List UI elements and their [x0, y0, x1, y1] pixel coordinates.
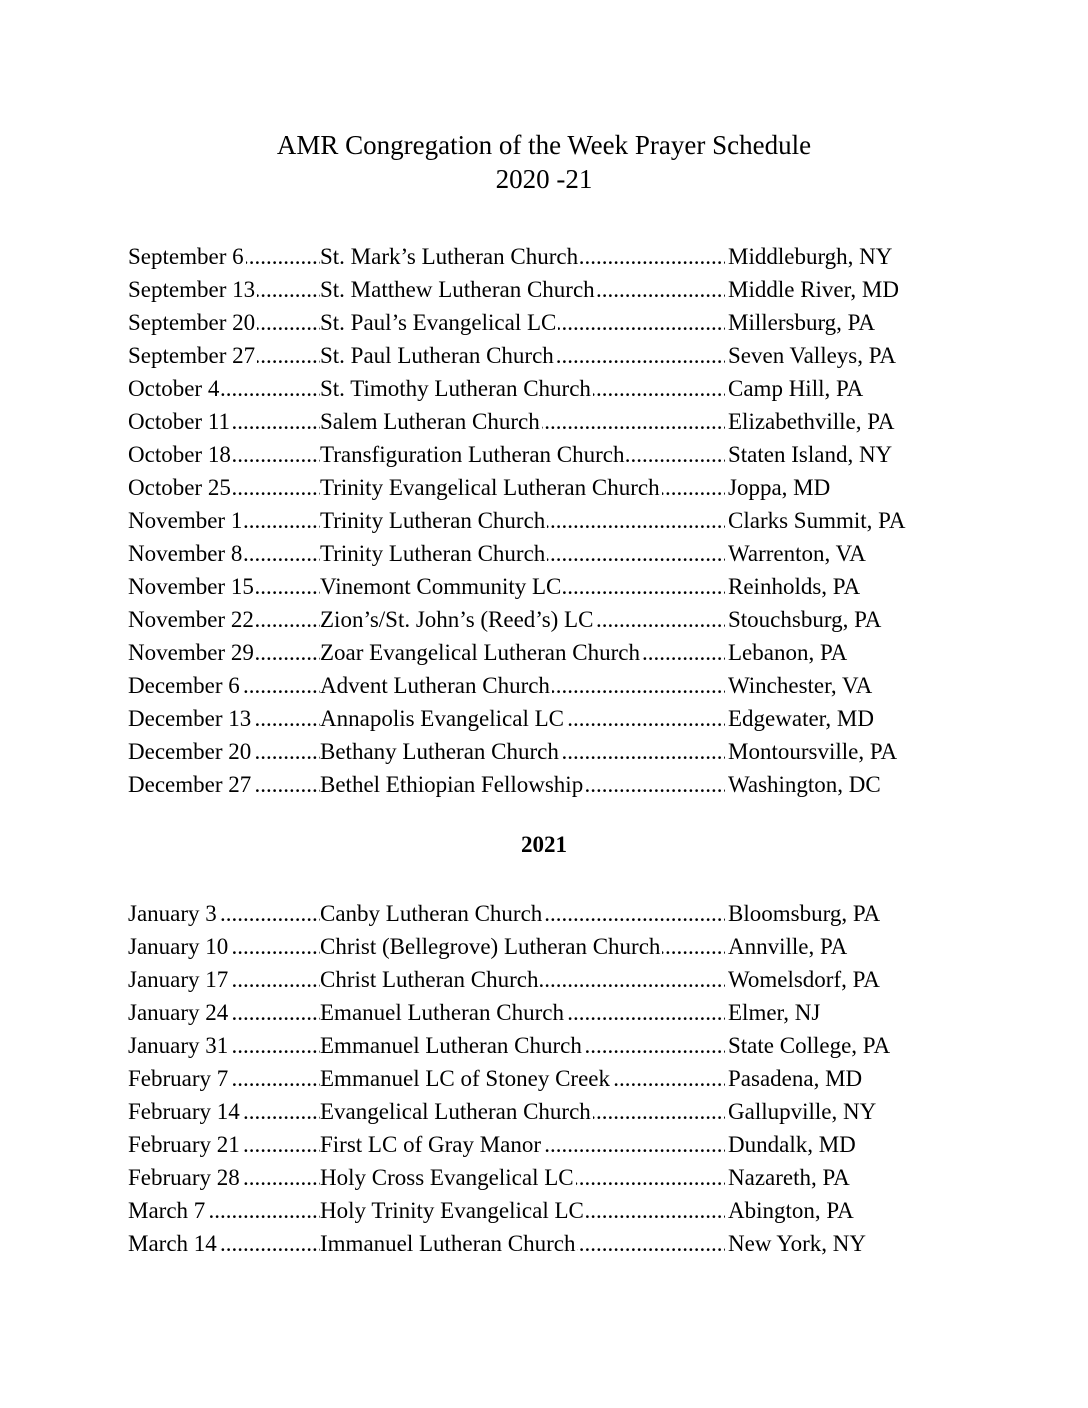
church-name: Salem Lutheran Church — [320, 409, 540, 434]
location-cell: Elmer, NJ — [728, 1000, 821, 1025]
church-cell — [320, 273, 725, 306]
church-name: Trinity Lutheran Church — [320, 508, 546, 533]
church-name: Bethany Lutheran Church — [320, 739, 559, 764]
schedule-row — [128, 372, 928, 405]
location-cell: Millersburg, PA — [728, 310, 875, 335]
location-cell: Montoursville, PA — [728, 739, 898, 764]
date-text: January 10 — [128, 934, 229, 959]
church-name: Emmanuel Lutheran Church — [320, 1033, 582, 1058]
church-name: Zion’s/St. John’s (Reed’s) LC — [320, 607, 594, 632]
church-cell — [320, 1029, 725, 1062]
location-cell: State College, PA — [728, 1033, 891, 1058]
location-cell: Joppa, MD — [728, 475, 831, 500]
church-cell — [320, 240, 725, 273]
schedule-row — [128, 504, 928, 537]
date-cell — [128, 636, 320, 669]
date-text: November 15 — [128, 574, 254, 599]
schedule-row — [128, 702, 928, 735]
church-cell — [320, 735, 725, 768]
date-text: January 24 — [128, 1000, 229, 1025]
church-name: St. Paul Lutheran Church — [320, 343, 554, 368]
date-text: February 28 — [128, 1165, 240, 1190]
church-name: Holy Cross Evangelical LC — [320, 1165, 574, 1190]
church-name: St. Paul’s Evangelical LC — [320, 310, 557, 335]
schedule-row — [128, 735, 928, 768]
date-cell — [128, 930, 320, 963]
date-text: February 21 — [128, 1132, 240, 1157]
church-name: Canby Lutheran Church — [320, 901, 543, 926]
date-text: November 22 — [128, 607, 254, 632]
church-cell — [320, 1161, 725, 1194]
church-name: Immanuel Lutheran Church — [320, 1231, 576, 1256]
date-cell — [128, 1194, 320, 1227]
schedule-row — [128, 1194, 928, 1227]
date-text: February 14 — [128, 1099, 240, 1124]
church-cell — [320, 1062, 725, 1095]
church-cell — [320, 1194, 725, 1227]
church-cell — [320, 471, 725, 504]
date-text: December 13 — [128, 706, 252, 731]
church-name: Vinemont Community LC — [320, 574, 562, 599]
date-text: October 11 — [128, 409, 230, 434]
schedule-row — [128, 438, 928, 471]
date-text: September 20 — [128, 310, 256, 335]
location-cell: Annville, PA — [728, 934, 848, 959]
church-name: Trinity Evangelical Lutheran Church — [320, 475, 660, 500]
location-cell: Staten Island, NY — [728, 442, 893, 467]
date-cell — [128, 372, 320, 405]
date-text: October 4 — [128, 376, 220, 401]
location-cell: Washington, DC — [728, 772, 881, 797]
church-cell — [320, 669, 725, 702]
date-cell — [128, 471, 320, 504]
date-cell — [128, 438, 320, 471]
date-cell — [128, 1161, 320, 1194]
church-cell — [320, 636, 725, 669]
schedule-row — [128, 963, 928, 996]
date-text: December 20 — [128, 739, 252, 764]
church-cell — [320, 537, 725, 570]
schedule-row — [128, 537, 928, 570]
church-name: Christ (Bellegrove) Lutheran Church — [320, 934, 661, 959]
church-name: St. Matthew Lutheran Church — [320, 277, 595, 302]
location-cell: Winchester, VA — [728, 673, 873, 698]
church-cell — [320, 306, 725, 339]
date-cell — [128, 1029, 320, 1062]
document-title: AMR Congregation of the Week Prayer Schedule — [276, 130, 812, 160]
church-cell — [320, 996, 725, 1029]
date-text: November 1 — [128, 508, 243, 533]
schedule-row — [128, 240, 928, 273]
church-cell — [320, 372, 725, 405]
date-cell — [128, 669, 320, 702]
location-cell: Womelsdorf, PA — [728, 967, 880, 992]
date-cell — [128, 603, 320, 636]
date-text: September 27 — [128, 343, 256, 368]
church-name: Transfiguration Lutheran Church — [320, 442, 625, 467]
schedule-row — [128, 897, 928, 930]
document-subtitle: 2020 -21 — [495, 164, 593, 194]
church-cell — [320, 702, 725, 735]
church-cell — [320, 768, 725, 801]
schedule-2021 — [128, 897, 928, 1260]
church-cell — [320, 963, 725, 996]
location-cell: Nazareth, PA — [728, 1165, 850, 1190]
location-cell: Camp Hill, PA — [728, 376, 864, 401]
schedule-row — [128, 1062, 928, 1095]
church-cell — [320, 570, 725, 603]
date-cell — [128, 240, 320, 273]
date-text: March 14 — [128, 1231, 217, 1256]
date-cell — [128, 504, 320, 537]
date-text: December 27 — [128, 772, 252, 797]
church-name: Emmanuel LC of Stoney Creek — [320, 1066, 610, 1091]
church-name: Evangelical Lutheran Church — [320, 1099, 591, 1124]
date-text: January 3 — [128, 901, 217, 926]
location-cell: Stouchsburg, PA — [728, 607, 882, 632]
church-name: Trinity Lutheran Church — [320, 541, 546, 566]
location-cell: Middleburgh, NY — [728, 244, 893, 269]
date-text: November 8 — [128, 541, 243, 566]
church-name: First LC of Gray Manor — [320, 1132, 542, 1157]
date-cell — [128, 273, 320, 306]
date-cell — [128, 897, 320, 930]
date-cell — [128, 1062, 320, 1095]
date-cell — [128, 1128, 320, 1161]
date-text: November 29 — [128, 640, 254, 665]
location-cell: Bloomsburg, PA — [728, 901, 881, 926]
date-cell — [128, 702, 320, 735]
church-name: St. Timothy Lutheran Church — [320, 376, 591, 401]
schedule-row — [128, 306, 928, 339]
schedule-row — [128, 930, 928, 963]
schedule-row — [128, 1128, 928, 1161]
location-cell: Edgewater, MD — [728, 706, 874, 731]
date-text: September 6 — [128, 244, 244, 269]
year-heading: 2021 — [521, 832, 567, 857]
church-cell — [320, 339, 725, 372]
church-name: Emanuel Lutheran Church — [320, 1000, 564, 1025]
church-cell — [320, 930, 725, 963]
date-cell — [128, 963, 320, 996]
schedule-row — [128, 273, 928, 306]
date-cell — [128, 570, 320, 603]
church-name: St. Mark’s Lutheran Church — [320, 244, 579, 269]
location-cell: Gallupville, NY — [728, 1099, 877, 1124]
schedule-row — [128, 339, 928, 372]
location-cell: Lebanon, PA — [728, 640, 848, 665]
church-name: Holy Trinity Evangelical LC — [320, 1198, 584, 1223]
date-cell — [128, 405, 320, 438]
church-name: Christ Lutheran Church — [320, 967, 539, 992]
schedule-row — [128, 1095, 928, 1128]
schedule-row — [128, 1029, 928, 1062]
date-text: February 7 — [128, 1066, 229, 1091]
schedule-row — [128, 636, 928, 669]
schedule-row — [128, 996, 928, 1029]
church-cell — [320, 1095, 725, 1128]
schedule-2020 — [128, 240, 928, 801]
church-name: Advent Lutheran Church — [320, 673, 550, 698]
schedule-row — [128, 669, 928, 702]
date-cell — [128, 1227, 320, 1260]
church-name: Bethel Ethiopian Fellowship — [320, 772, 584, 797]
location-cell: Elizabethville, PA — [728, 409, 895, 434]
date-text: December 6 — [128, 673, 240, 698]
location-cell: New York, NY — [728, 1231, 867, 1256]
date-text: October 25 — [128, 475, 231, 500]
date-text: March 7 — [128, 1198, 206, 1223]
church-cell — [320, 1227, 725, 1260]
church-name: Zoar Evangelical Lutheran Church — [320, 640, 640, 665]
schedule-row — [128, 471, 928, 504]
date-text: October 18 — [128, 442, 231, 467]
schedule-row — [128, 603, 928, 636]
location-cell: Seven Valleys, PA — [728, 343, 897, 368]
schedule-row — [128, 570, 928, 603]
date-cell — [128, 996, 320, 1029]
church-cell — [320, 405, 725, 438]
schedule-row — [128, 1161, 928, 1194]
date-text: January 31 — [128, 1033, 229, 1058]
date-cell — [128, 1095, 320, 1128]
church-name: Annapolis Evangelical LC — [320, 706, 564, 731]
location-cell: Reinholds, PA — [728, 574, 861, 599]
location-cell: Clarks Summit, PA — [728, 508, 906, 533]
date-cell — [128, 735, 320, 768]
title-block — [0, 128, 1088, 196]
date-cell — [128, 537, 320, 570]
date-cell — [128, 306, 320, 339]
location-cell: Dundalk, MD — [728, 1132, 856, 1157]
date-cell — [128, 339, 320, 372]
location-cell: Pasadena, MD — [728, 1066, 863, 1091]
schedule-row — [128, 405, 928, 438]
location-cell: Warrenton, VA — [728, 541, 866, 566]
church-cell — [320, 603, 725, 636]
location-cell: Middle River, MD — [728, 277, 899, 302]
church-cell — [320, 504, 725, 537]
schedule-row — [128, 768, 928, 801]
church-cell — [320, 897, 725, 930]
location-cell: Abington, PA — [728, 1198, 854, 1223]
date-cell — [128, 768, 320, 801]
date-text: September 13 — [128, 277, 256, 302]
church-cell — [320, 1128, 725, 1161]
church-cell — [320, 438, 725, 471]
schedule-row — [128, 1227, 928, 1260]
date-text: January 17 — [128, 967, 229, 992]
